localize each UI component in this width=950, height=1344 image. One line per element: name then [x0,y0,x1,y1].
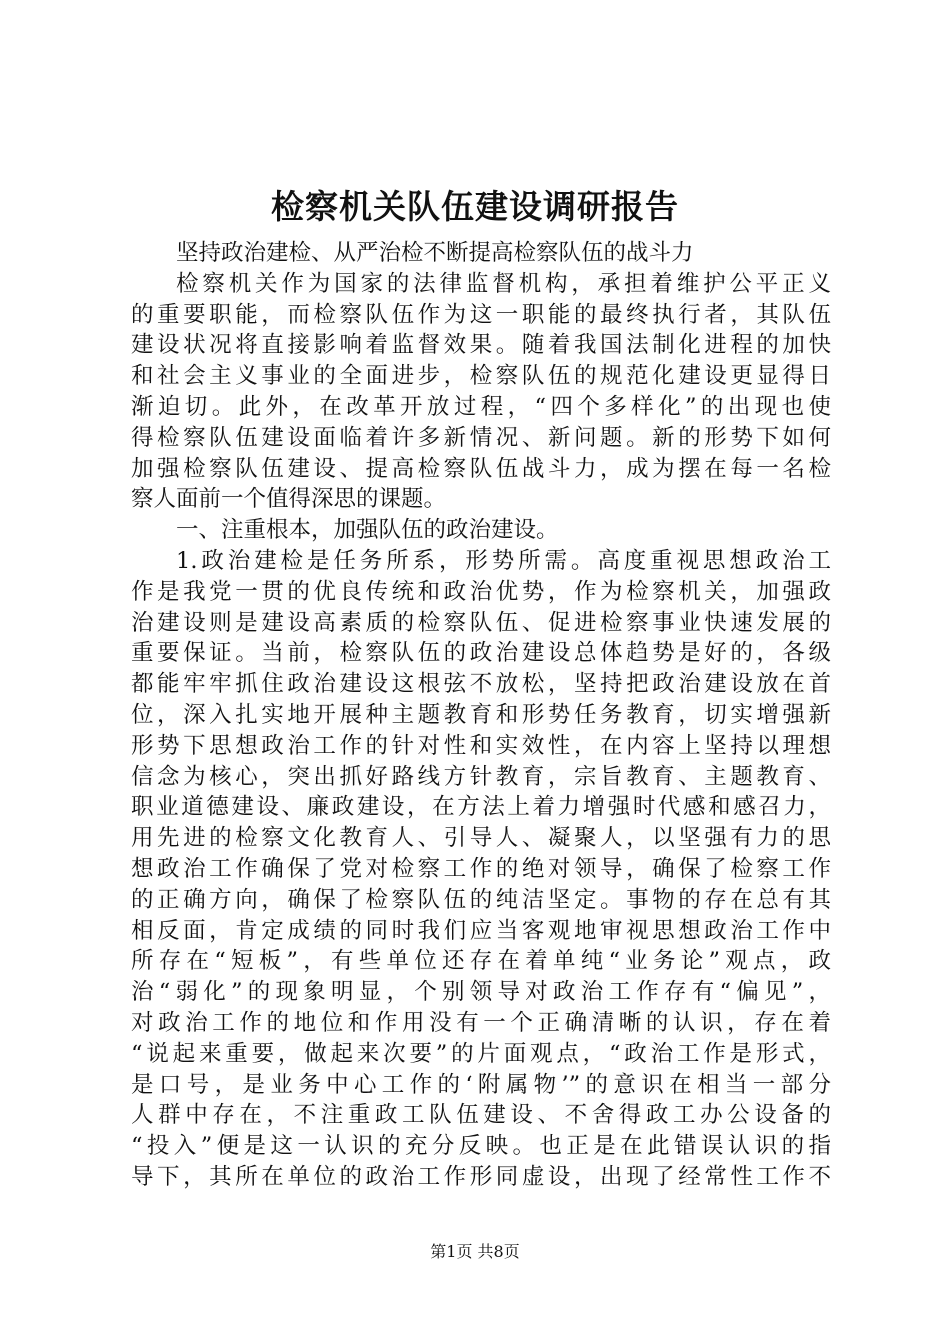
paragraph-line: 察人面前一个值得深思的课题。 [131,486,447,513]
paragraph-line: 检察机关作为国家的法律监督机构，承担着维护公平正义 [176,270,831,297]
paragraph-line: 人群中存在，不注重政工队伍建设、不舍得政工办公设备的 [131,1102,831,1129]
paragraph-line: 形势下思想政治工作的针对性和实效性，在内容上坚持以理想 [131,732,831,759]
section-heading: 一、注重根本，加强队伍的政治建设。 [176,517,559,544]
paragraph-line: 是口号，是业务中心工作的‘附属物’”的意识在相当一部分 [131,1071,831,1098]
paragraph-line: 职业道德建设、廉政建设，在方法上着力增强时代感和感召力， [131,794,831,821]
paragraph-line: 重要保证。当前，检察队伍的政治建设总体趋势是好的，各级 [131,640,831,667]
paragraph-line: 得检察队伍建设面临着许多新情况、新问题。新的形势下如何 [131,424,831,451]
document-body [131,238,831,1193]
subtitle-line: 坚持政治建检、从严治检不断提高检察队伍的战斗力 [176,240,694,266]
paragraph-line: “投入”便是这一认识的充分反映。也正是在此错误认识的指 [131,1133,831,1160]
paragraph-line: 1.政治建检是任务所系，形势所需。高度重视思想政治工 [176,547,831,574]
paragraph-line: 的重要职能，而检察队伍作为这一职能的最终执行者，其队伍 [131,301,831,328]
paragraph-line: 所存在“短板”，有些单位还存在着单纯“业务论”观点，政 [131,948,831,975]
paragraph-line: 位，深入扎实地开展种主题教育和形势任务教育，切实增强新 [131,701,831,728]
paragraph-line: 导下，其所在单位的政治工作形同虚设，出现了经常性工作不 [131,1163,831,1190]
paragraph-line: 都能牢牢抓住政治建设这根弦不放松，坚持把政治建设放在首 [131,671,831,698]
paragraph-line: 加强检察队伍建设、提高检察队伍战斗力，成为摆在每一名检 [131,455,831,482]
paragraph-line: 相反面，肯定成绩的同时我们应当客观地审视思想政治工作中 [131,917,831,944]
document-title: 检察机关队伍建设调研报告 [271,187,679,226]
paragraph-line: 治“弱化”的现象明显，个别领导对政治工作存有“偏见”， [131,979,831,1006]
paragraph-line: 对政治工作的地位和作用没有一个正确清晰的认识，存在着 [131,1009,831,1036]
paragraph-line: 的正确方向，确保了检察队伍的纯洁坚定。事物的存在总有其 [131,886,831,913]
paragraph-line: 作是我党一贯的优良传统和政治优势，作为检察机关，加强政 [131,578,831,605]
paragraph-line: 渐迫切。此外，在改革开放过程，“四个多样化”的出现也使 [131,393,831,420]
page-number-footer: 第1页 共8页 [430,1242,520,1261]
paragraph-line: 想政治工作确保了党对检察工作的绝对领导，确保了检察工作 [131,855,831,882]
paragraph-line: 建设状况将直接影响着监督效果。随着我国法制化进程的加快 [131,332,831,359]
paragraph-line: 和社会主义事业的全面进步，检察队伍的规范化建设更显得日 [131,363,831,390]
paragraph-line: 用先进的检察文化教育人、引导人、凝聚人，以坚强有力的思 [131,825,831,852]
paragraph-line: “说起来重要，做起来次要”的片面观点，“政治工作是形式， [131,1040,831,1067]
paragraph-line: 信念为核心，突出抓好路线方针教育，宗旨教育、主题教育、 [131,763,831,790]
paragraph-line: 治建设则是建设高素质的检察队伍、促进检察事业快速发展的 [131,609,831,636]
